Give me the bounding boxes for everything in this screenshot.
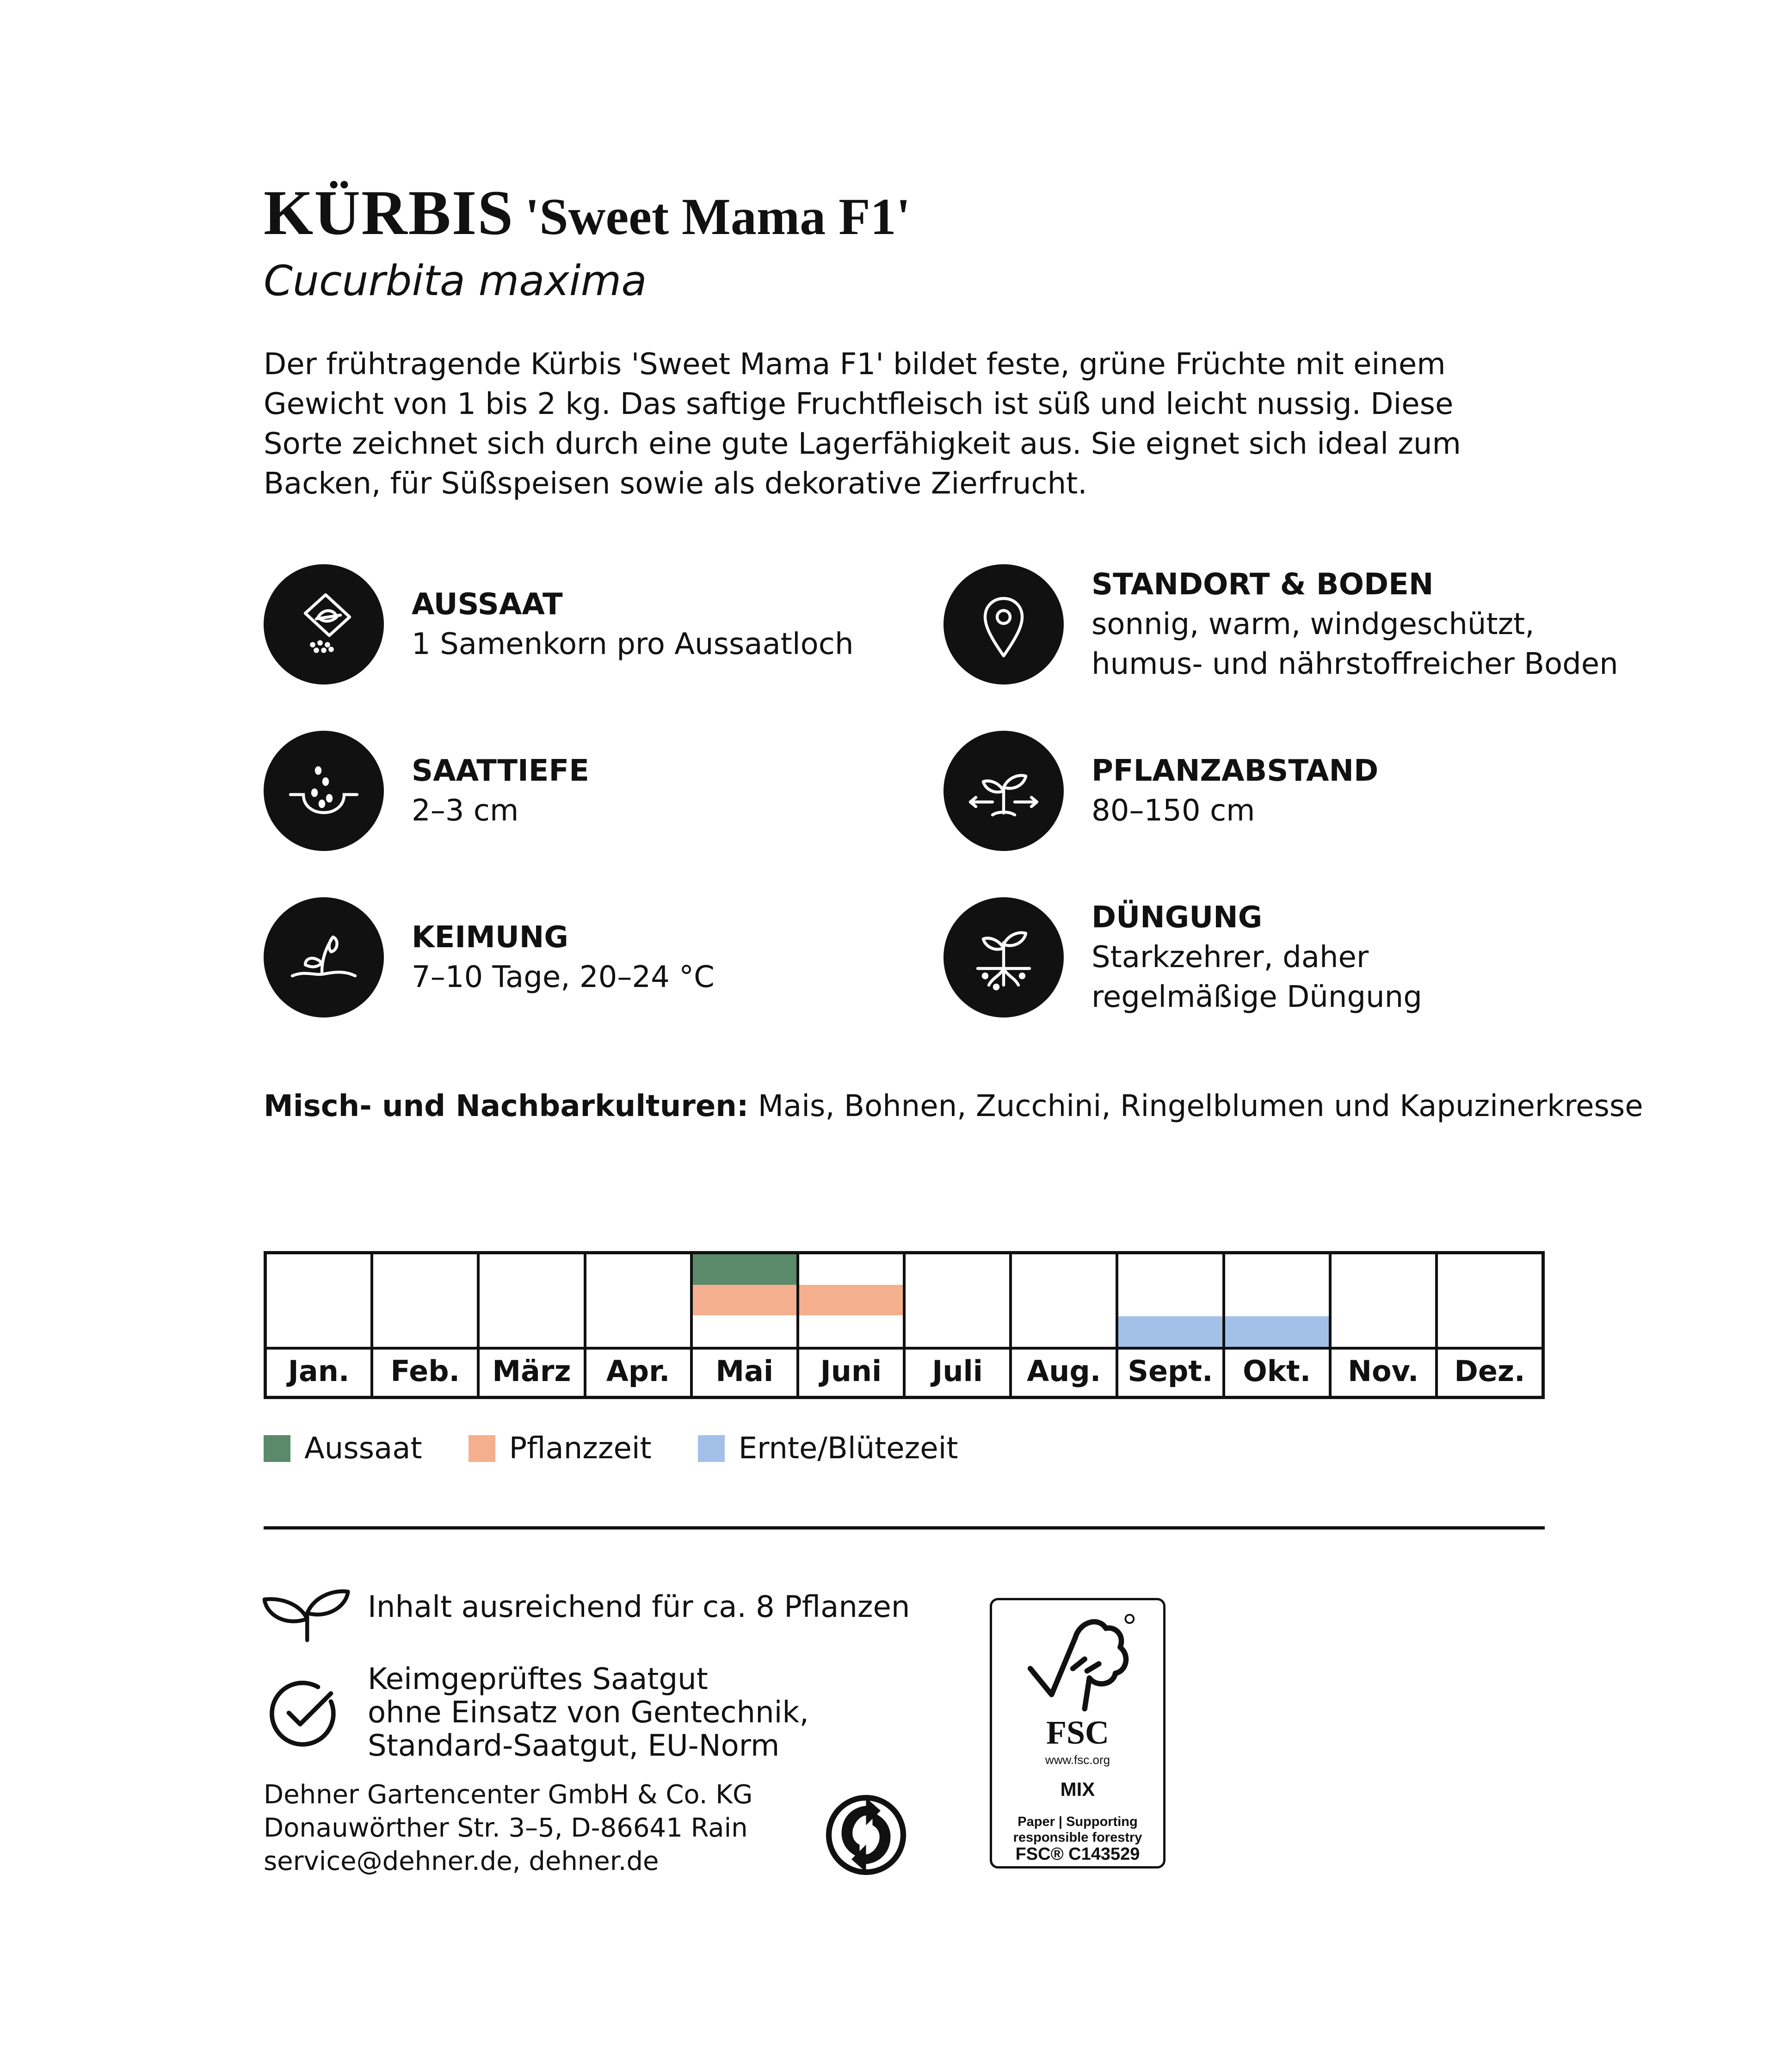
- feature-value-line2: humus- und nährstoffreicher Boden: [1092, 647, 1618, 681]
- green-dot-recycling-icon: [826, 1794, 906, 1875]
- calendar-month-1: [267, 1254, 373, 1396]
- sowing-calendar: [264, 1251, 1545, 1399]
- calendar-month-5: [693, 1254, 799, 1396]
- legend-swatch: [698, 1435, 725, 1462]
- pflanzzeit-bar: [799, 1285, 903, 1315]
- company-address: [264, 1778, 752, 1878]
- calendar-month-2: [373, 1254, 480, 1396]
- content-text: Inhalt ausreichend für ca. 8 Pflanzen: [368, 1590, 910, 1624]
- feature-keimung: [264, 897, 715, 1018]
- month-label: Mai: [715, 1354, 774, 1388]
- street-address: Donauwörther Str. 3–5, D-86641 Rain: [264, 1813, 748, 1843]
- seed-depth-icon: [264, 731, 384, 851]
- calendar-month-3: [480, 1254, 586, 1396]
- calendar-legend: [264, 1431, 1004, 1466]
- feature-label: SAATTIEFE: [412, 754, 589, 788]
- calendar-bars: [480, 1254, 583, 1350]
- product-description: Der frühtragende Kürbis 'Sweet Mama F1' bildet feste, grüne Früchte mit einem Gewicht von 1 bis 2 kg. Das saftige Fruchtfleisch ist süß und leicht nussig. Diese Sorte zeichnet sich durch eine gute Lagerfähigkeit aus. Sie eignet sich ideal zum Backen, für Süßspeisen sowie als dekorative Zierfrucht.: [264, 347, 1461, 501]
- ernte-bar: [1225, 1316, 1329, 1347]
- fsc-code: FSC® C143529: [1015, 1844, 1140, 1864]
- sprout-icon: [264, 897, 384, 1018]
- ernte-bar: [1118, 1316, 1222, 1347]
- quality-line3: Standard-Saatgut, EU-Norm: [368, 1729, 780, 1763]
- calendar-bars: [586, 1254, 690, 1350]
- month-label: Aug.: [1027, 1354, 1101, 1388]
- checkmark-circle-icon: [261, 1672, 342, 1753]
- plant-spacing-icon: [944, 731, 1064, 851]
- legend-label: Pflanzzeit: [509, 1431, 652, 1466]
- product-title: [264, 176, 911, 249]
- fsc-paper-line1: Paper | Supporting: [1018, 1814, 1138, 1829]
- calendar-bars: [1332, 1254, 1435, 1350]
- fsc-paper-line2: responsible forestry: [1013, 1830, 1142, 1845]
- legend-label: Ernte/Blütezeit: [738, 1431, 958, 1466]
- month-label: Okt.: [1243, 1354, 1311, 1388]
- quality-line2: ohne Einsatz von Gentechnik,: [368, 1696, 809, 1730]
- feature-value: 7–10 Tage, 20–24 °C: [412, 960, 715, 994]
- calendar-month-10: [1225, 1254, 1332, 1396]
- pflanzzeit-bar: [693, 1285, 796, 1315]
- calendar-bars: [373, 1254, 477, 1350]
- legend-swatch: [469, 1435, 495, 1462]
- content-info: [257, 1570, 910, 1644]
- quality-info: [261, 1663, 809, 1763]
- calendar-month-8: [1012, 1254, 1118, 1396]
- latin-name: Cucurbita maxima: [264, 257, 647, 305]
- product-variety: 'Sweet Mama F1': [525, 188, 911, 246]
- fsc-mix: MIX: [1060, 1778, 1095, 1800]
- calendar-bars: [693, 1254, 796, 1350]
- feature-label: DÜNGUNG: [1092, 900, 1263, 935]
- legend-aussaat: [264, 1431, 422, 1466]
- calendar-month-12: [1438, 1254, 1542, 1396]
- fsc-badge: [990, 1598, 1166, 1868]
- companion-plants: [264, 1089, 1643, 1123]
- month-label: Juni: [820, 1354, 882, 1388]
- calendar-bars: [1438, 1254, 1542, 1350]
- aussaat-bar: [693, 1254, 796, 1285]
- month-label: Sept.: [1128, 1354, 1213, 1388]
- company-name: Dehner Gartencenter GmbH & Co. KG: [264, 1780, 753, 1810]
- legend-ernte: [698, 1431, 958, 1466]
- feature-label: AUSSAAT: [412, 587, 563, 622]
- month-label: März: [492, 1354, 571, 1388]
- legend-label: Aussaat: [304, 1431, 422, 1466]
- location-pin-icon: [944, 564, 1064, 684]
- calendar-bars: [1118, 1254, 1222, 1350]
- calendar-bars: [267, 1254, 370, 1350]
- feature-value: 2–3 cm: [412, 794, 519, 828]
- feature-aussaat: [264, 564, 854, 684]
- seed-packet-icon: [264, 564, 384, 684]
- product-name: KÜRBIS: [264, 177, 514, 248]
- month-label: Feb.: [390, 1354, 460, 1388]
- feature-value-line1: Starkzehrer, daher: [1092, 940, 1369, 974]
- fsc-name: FSC: [1046, 1714, 1110, 1751]
- fsc-url: www.fsc.org: [1045, 1753, 1110, 1767]
- month-label: Jan.: [288, 1354, 350, 1388]
- calendar-month-11: [1332, 1254, 1438, 1396]
- feature-saattiefe: [264, 731, 589, 851]
- feature-label: STANDORT & BODEN: [1092, 567, 1434, 602]
- contact-info: service@dehner.de, dehner.de: [264, 1846, 659, 1876]
- calendar-bars: [1012, 1254, 1116, 1350]
- month-label: Juli: [932, 1354, 983, 1388]
- fertilizer-roots-icon: [944, 897, 1064, 1018]
- calendar-bars: [1225, 1254, 1329, 1350]
- feature-standort: [944, 564, 1618, 684]
- feature-pflanzabstand: [944, 731, 1378, 851]
- legend-swatch: [264, 1435, 290, 1462]
- month-label: Dez.: [1454, 1354, 1525, 1388]
- feature-value: 80–150 cm: [1092, 794, 1255, 828]
- calendar-month-7: [906, 1254, 1012, 1396]
- calendar-bars: [799, 1254, 903, 1350]
- calendar-month-6: [799, 1254, 906, 1396]
- legend-pflanzzeit: [469, 1431, 652, 1466]
- calendar-bars: [906, 1254, 1009, 1350]
- divider: [264, 1526, 1545, 1529]
- feature-label: PFLANZABSTAND: [1092, 754, 1379, 788]
- calendar-month-4: [586, 1254, 693, 1396]
- feature-label: KEIMUNG: [412, 920, 568, 955]
- leaves-icon: [257, 1570, 354, 1644]
- fsc-paper: [992, 1814, 1163, 1845]
- feature-value-line1: sonnig, warm, windgeschützt,: [1092, 607, 1535, 641]
- month-label: Nov.: [1348, 1354, 1419, 1388]
- companions-value: Mais, Bohnen, Zucchini, Ringelblumen und Kapuzinerkresse: [758, 1089, 1643, 1123]
- month-label: Apr.: [606, 1354, 670, 1388]
- feature-value-line2: regelmäßige Düngung: [1092, 980, 1422, 1014]
- calendar-month-9: [1118, 1254, 1225, 1396]
- companions-label: Misch- und Nachbarkulturen:: [264, 1089, 749, 1123]
- feature-duengung: [944, 897, 1422, 1018]
- quality-line1: Keimgeprüftes Saatgut: [368, 1662, 708, 1696]
- feature-value: 1 Samenkorn pro Aussaatloch: [412, 627, 854, 661]
- fsc-tree-logo-icon: [1020, 1612, 1140, 1718]
